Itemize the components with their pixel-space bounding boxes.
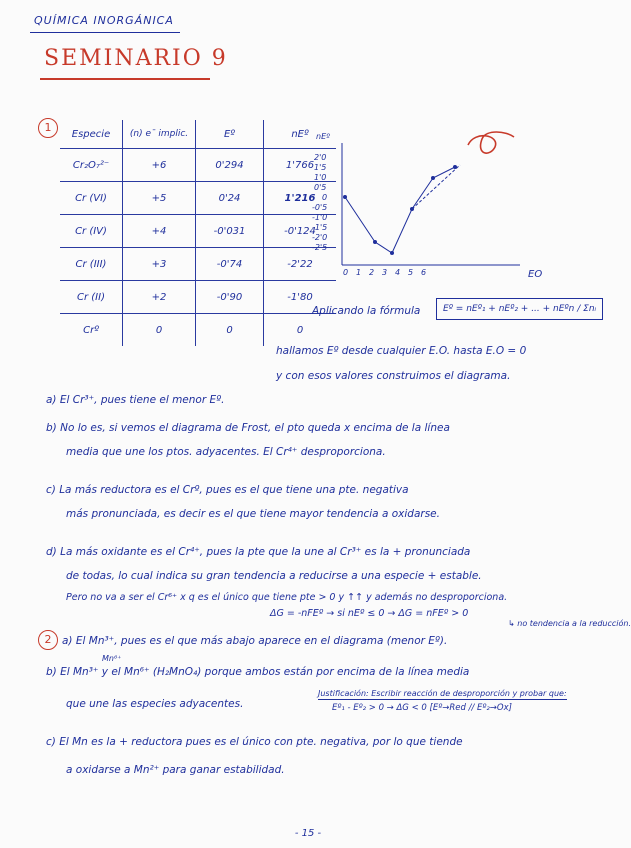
q1-answer-d-note: ↳ no tendencia a la reducción. — [508, 619, 631, 628]
cell-ne0: 1'766 — [264, 149, 337, 182]
cell-e0: -0'74 — [196, 248, 264, 281]
q1-answer-d-line3: Pero no va a ser el Cr⁶⁺ x q es el único que tiene pte > 0 y ↑↑ y además no desproporciona. — [66, 592, 508, 603]
ytick: 0 — [322, 193, 328, 202]
cell-e0: 0'24 — [196, 182, 264, 215]
table-row — [60, 248, 336, 281]
col-header-e0: Eº — [196, 120, 264, 149]
ytick: 2'0 — [314, 153, 327, 162]
table-row — [60, 215, 336, 248]
cell-species: Cr (VI) — [60, 182, 123, 215]
cell-electrons: +4 — [123, 215, 196, 248]
q2-answer-b-line2: que une las especies adyacentes. — [66, 698, 244, 710]
cell-species: Cr₂O₇²⁻ — [60, 149, 123, 182]
cell-e0: 0'294 — [196, 149, 264, 182]
data-point — [373, 240, 377, 244]
q2-answer-b-line1: b) El Mn³⁺ y el Mn⁶⁺ (H₂MnO₄) porque ambos están por encima de la línea media — [46, 666, 470, 678]
q1-text-line2: y con esos valores construimos el diagrama. — [276, 370, 511, 382]
ytick: 1'0 — [314, 173, 327, 182]
q1-answer-a: a) El Cr³⁺, pues tiene el menor Eº. — [46, 394, 225, 406]
red-scribble — [468, 132, 514, 153]
ytick: -1'5 — [312, 223, 328, 232]
ytick: 1'5 — [314, 163, 327, 172]
data-point — [410, 207, 414, 211]
q1-answer-c-line1: c) La más reductora es el Crº, pues es el que tiene una pte. negativa — [46, 484, 409, 496]
cell-ne0: 1'216 — [264, 182, 337, 215]
adjacent-line — [412, 165, 460, 209]
xtick: 2 — [369, 268, 375, 277]
cell-electrons: +2 — [123, 281, 196, 314]
course-header: QUÍMICA INORGÁNICA — [34, 14, 174, 27]
cell-e0: -0'031 — [196, 215, 264, 248]
ytick: -0'5 — [312, 203, 328, 212]
frost-diagram — [300, 125, 550, 285]
formula-intro: Aplicando la fórmula — [312, 305, 421, 317]
q2-answer-a: a) El Mn³⁺, pues es el que más abajo aparece en el diagrama (menor Eº). — [62, 635, 448, 647]
table-header-row — [60, 120, 336, 149]
q2-justification-line2: Eº₁ - Eº₂ > 0 → ΔG < 0 [Eº→Red // Eº₂→Ox] — [332, 703, 512, 713]
cell-species: Cr (IV) — [60, 215, 123, 248]
cell-e0: 0 — [196, 314, 264, 347]
page-number: - 15 - — [294, 828, 322, 839]
table-row — [60, 314, 336, 347]
col-header-species: Especie — [60, 120, 123, 149]
q2-answer-c-line2: a oxidarse a Mn²⁺ para ganar estabilidad. — [66, 764, 285, 776]
q1-answer-d-line2: de todas, lo cual indica su gran tendencia a reducirse a una especie + estable. — [66, 570, 482, 582]
cell-species: Crº — [60, 314, 123, 347]
cell-ne0: -2'22 — [264, 248, 337, 281]
q2-answer-c-line1: c) El Mn es la + reductora pues es el único con pte. negativa, por lo que tiende — [46, 736, 463, 748]
xtick: 0 — [343, 268, 349, 277]
ytick: -2'5 — [312, 243, 328, 252]
cell-electrons: +5 — [123, 182, 196, 215]
q1-answer-d-line4: ΔG = -nFEº → si nEº ≤ 0 → ΔG = nFEº > 0 — [270, 608, 469, 619]
xtick: 4 — [395, 268, 401, 277]
cell-ne0: -0'124 — [264, 215, 337, 248]
q1-answer-b-line2: media que une los ptos. adyacentes. El Cr⁴⁺ desproporciona. — [66, 446, 386, 458]
species-table — [60, 120, 336, 346]
cell-ne0: -1'80 — [264, 281, 337, 314]
question-2-number: 2 — [38, 630, 58, 650]
page-title: SEMINARIO 9 — [44, 46, 228, 71]
ytick: 0'5 — [314, 183, 327, 192]
q1-text-line1: hallamos Eº desde cualquier E.O. hasta E.O = 0 — [276, 345, 527, 357]
table-row — [60, 182, 336, 215]
cell-electrons: +6 — [123, 149, 196, 182]
ytick: -2'0 — [312, 233, 328, 242]
table-row — [60, 149, 336, 182]
col-header-electrons: (n) eˉ implic. — [123, 120, 196, 149]
xtick: 6 — [421, 268, 427, 277]
formula-box: Eº = nEº₁ + nEº₂ + ... + nEºn / Σnᵢ — [436, 298, 603, 320]
q1-answer-c-line2: más pronunciada, es decir es el que tiene mayor tendencia a oxidarse. — [66, 508, 440, 520]
title-underline — [40, 78, 210, 80]
q1-answer-d-line1: d) La más oxidante es el Cr⁴⁺, pues la pte que la une al Cr³⁺ es la + pronunciada — [46, 546, 471, 558]
q1-answer-b-line1: b) No lo es, si vemos el diagrama de Frost, el pto queda x encima de la línea — [46, 422, 450, 434]
cell-e0: -0'90 — [196, 281, 264, 314]
cell-species: Cr (III) — [60, 248, 123, 281]
cell-ne0: 0 — [264, 314, 337, 347]
ytick: -1'0 — [312, 213, 328, 222]
xtick: 3 — [382, 268, 388, 277]
xtick: 1 — [356, 268, 362, 277]
header-underline — [30, 32, 180, 33]
xtick: 5 — [408, 268, 414, 277]
cell-electrons: +3 — [123, 248, 196, 281]
cell-species: Cr (II) — [60, 281, 123, 314]
data-point — [390, 251, 394, 255]
data-point — [453, 165, 457, 169]
data-point — [431, 176, 435, 180]
graph-ylabel: nEº — [316, 132, 330, 141]
graph-xlabel: EO — [528, 269, 543, 280]
col-header-ne0: nEº — [264, 120, 337, 149]
data-point — [343, 195, 347, 199]
cell-electrons: 0 — [123, 314, 196, 347]
frost-curve — [345, 167, 455, 253]
question-1-number: 1 — [38, 118, 58, 138]
q2-answer-b-superscript: Mn⁶⁺ — [102, 654, 122, 663]
q2-justification-line1: Justificación: Escribir reacción de desproporción y probar que: — [318, 689, 567, 698]
table-row — [60, 281, 336, 314]
